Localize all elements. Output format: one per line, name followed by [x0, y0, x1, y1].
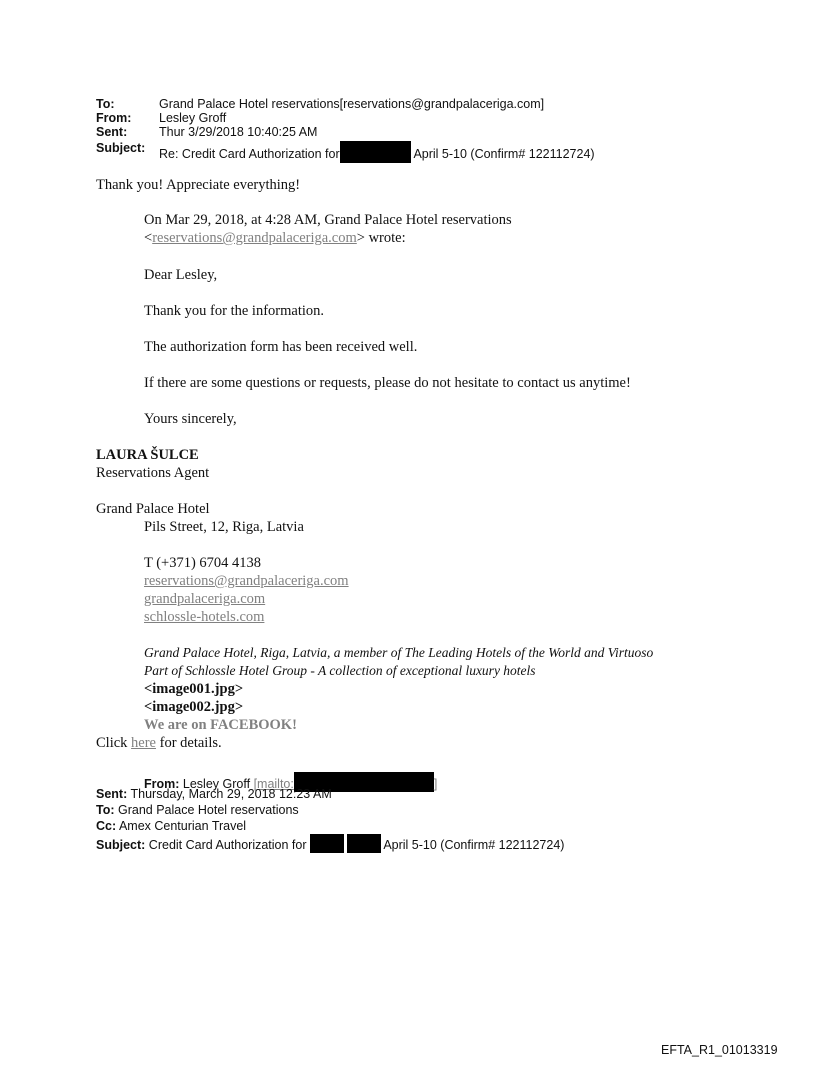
quote-intro-line2: [144, 229, 406, 247]
redaction-block: [347, 834, 381, 853]
signature-title: Reservations Agent: [96, 465, 210, 481]
fwd-sent-value: Thursday, March 29, 2018 12:23 AM: [130, 787, 332, 801]
click-suffix: for details.: [159, 735, 222, 751]
mailto-close: ]: [433, 777, 438, 791]
subject-label: Subject:: [96, 141, 146, 155]
mailto-text: [mailto:: [253, 777, 294, 791]
from-label: From:: [96, 111, 132, 125]
email-header: [96, 97, 696, 161]
signature-hotel: Grand Palace Hotel: [96, 501, 210, 517]
tagline-line2: Part of Schlossle Hotel Group - A collection of exceptional luxury hotels: [144, 663, 536, 678]
quote-intro-line1: On Mar 29, 2018, at 4:28 AM, Grand Palace Hotel reservations: [144, 212, 512, 228]
image-placeholder-2: <image002.jpg>: [144, 699, 244, 715]
fwd-to-value: Grand Palace Hotel reservations: [118, 803, 299, 817]
fwd-cc-label: Cc:: [96, 819, 117, 833]
signature-phone: T (+371) 6704 4138: [144, 555, 262, 571]
signature-email-link[interactable]: reservations@grandpalaceriga.com: [144, 573, 349, 589]
fwd-from-value: Lesley Groff: [182, 777, 251, 791]
quote-closing: Yours sincerely,: [144, 411, 237, 427]
click-line: [96, 734, 222, 752]
quote-email-link[interactable]: reservations@grandpalaceriga.com: [152, 230, 357, 246]
to-value: Grand Palace Hotel reservations[reservations@grandpalaceriga.com]: [159, 97, 545, 111]
reply-text: Thank you! Appreciate everything!: [96, 177, 301, 193]
forwarded-to-line: [96, 803, 299, 817]
sent-label: Sent:: [96, 125, 128, 139]
website-link-1[interactable]: grandpalaceriga.com: [144, 591, 266, 607]
subject-prefix: Re: Credit Card Authorization for: [159, 147, 340, 161]
fwd-subject-suffix: April 5-10 (Confirm# 122112724): [383, 838, 565, 852]
quote-para3: If there are some questions or requests, please do not hesitate to contact us anytime!: [144, 375, 631, 391]
forwarded-cc-line: [96, 819, 246, 833]
website-link-2[interactable]: schlossle-hotels.com: [144, 609, 265, 625]
fwd-subject-prefix: Credit Card Authorization for: [148, 838, 307, 852]
subject-suffix: April 5-10 (Confirm# 122112724): [413, 147, 595, 161]
quote-para1: Thank you for the information.: [144, 303, 324, 319]
signature-name: LAURA ŠULCE: [96, 447, 199, 463]
click-prefix: Click: [96, 735, 128, 751]
redaction-block: [340, 141, 411, 163]
facebook-text: We are on FACEBOOK!: [144, 717, 297, 733]
forwarded-sent-line: [96, 787, 332, 801]
fwd-to-label: To:: [96, 803, 115, 817]
forwarded-subject-line: [96, 834, 564, 853]
document-id: EFTA_R1_01013319: [661, 1043, 778, 1057]
to-label: To:: [96, 97, 115, 111]
quote-intro-tail: > wrote:: [356, 230, 406, 246]
fwd-sent-label: Sent:: [96, 787, 128, 801]
tagline-line1: Grand Palace Hotel, Riga, Latvia, a member of The Leading Hotels of the World and Virtuoso: [144, 645, 654, 660]
sent-value: Thur 3/29/2018 10:40:25 AM: [159, 125, 318, 139]
quote-greeting: Dear Lesley,: [144, 267, 218, 283]
from-value: Lesley Groff: [159, 111, 227, 125]
image-placeholder-1: <image001.jpg>: [144, 681, 244, 697]
here-link[interactable]: here: [131, 735, 156, 751]
signature-address: Pils Street, 12, Riga, Latvia: [144, 519, 304, 535]
quote-para2: The authorization form has been received well.: [144, 339, 418, 355]
subject-value: [159, 141, 595, 163]
fwd-from-label: From:: [144, 777, 180, 791]
fwd-cc-value: Amex Centurian Travel: [118, 819, 247, 833]
redaction-block: [310, 834, 344, 853]
quote-intro-lt: <: [144, 230, 153, 246]
fwd-subject-label: Subject:: [96, 838, 146, 852]
